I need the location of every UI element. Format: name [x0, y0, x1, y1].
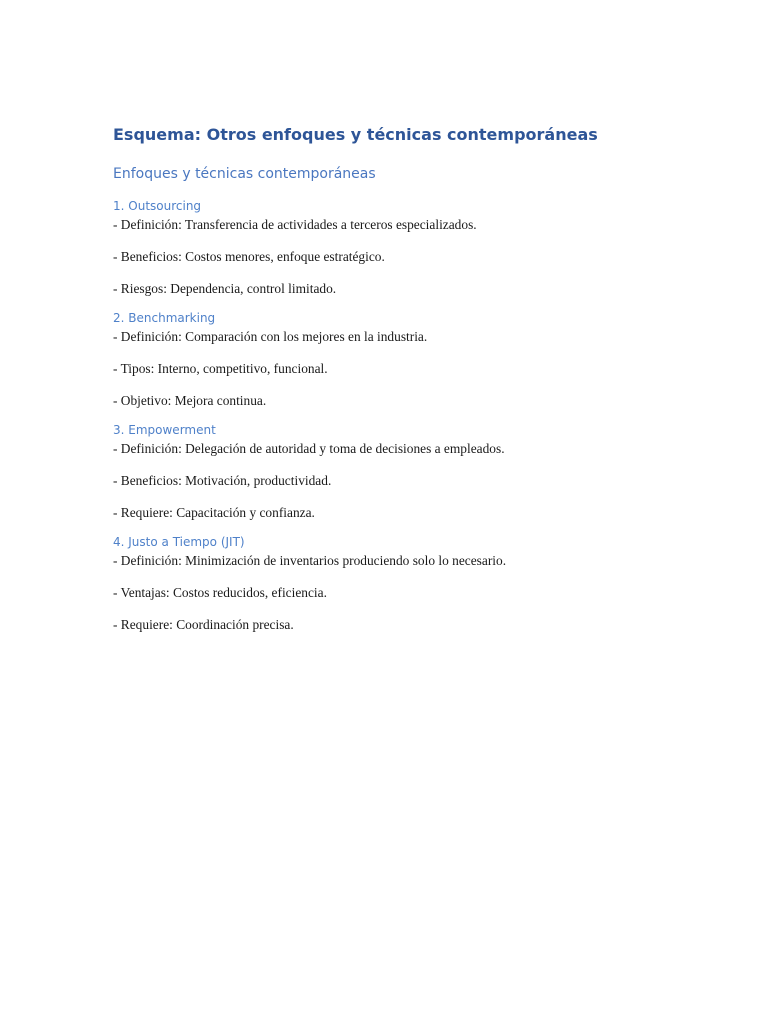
list-item: - Definición: Minimización de inventarios produciendo solo lo necesario.: [113, 553, 507, 568]
document-page: [113, 124, 713, 646]
section-heading: 1. Outsourcing: [113, 199, 202, 213]
section-heading: 2. Benchmarking: [113, 311, 216, 325]
section-heading: 3. Empowerment: [113, 423, 216, 437]
list-item: - Requiere: Coordinación precisa.: [113, 617, 294, 632]
list-item: - Definición: Comparación con los mejores en la industria.: [113, 329, 428, 344]
list-item: - Requiere: Capacitación y confianza.: [113, 505, 315, 520]
list-item: - Definición: Delegación de autoridad y toma de decisiones a empleados.: [113, 441, 505, 456]
list-item: - Tipos: Interno, competitivo, funcional.: [113, 361, 328, 376]
list-item: - Objetivo: Mejora continua.: [113, 393, 267, 408]
section-benchmarking: [113, 310, 713, 410]
section-empowerment: [113, 422, 713, 522]
list-item: - Beneficios: Motivación, productividad.: [113, 473, 332, 488]
page-subtitle: Enfoques y técnicas contemporáneas: [113, 166, 376, 182]
list-item: - Definición: Transferencia de actividades a terceros especializados.: [113, 217, 477, 232]
list-item: - Riesgos: Dependencia, control limitado.: [113, 281, 337, 296]
page-title: Esquema: Otros enfoques y técnicas contemporáneas: [113, 125, 598, 144]
list-item: - Ventajas: Costos reducidos, eficiencia.: [113, 585, 327, 600]
list-item: - Beneficios: Costos menores, enfoque estratégico.: [113, 249, 385, 264]
section-jit: [113, 534, 713, 634]
section-outsourcing: [113, 198, 713, 298]
section-heading: 4. Justo a Tiempo (JIT): [113, 535, 245, 549]
